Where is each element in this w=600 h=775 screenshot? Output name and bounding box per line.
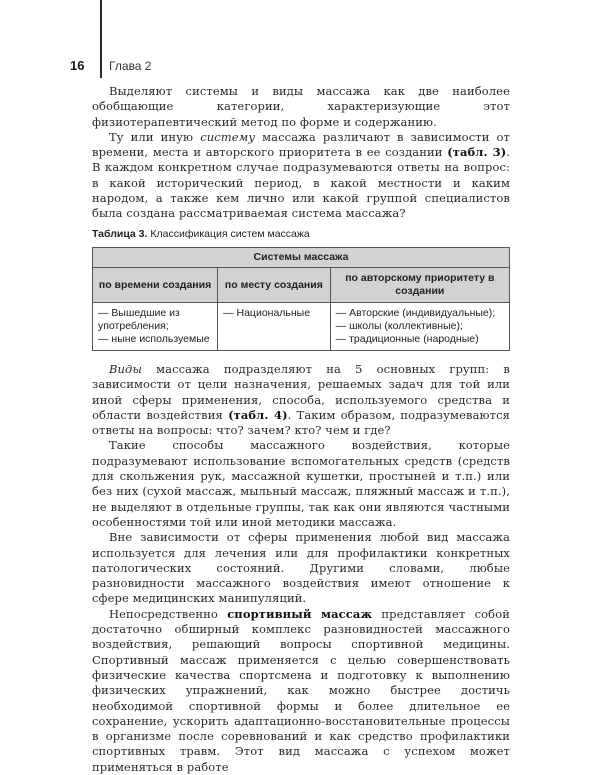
classification-table — [92, 247, 510, 351]
body-text — [92, 362, 510, 775]
table-column-header: по времени создания — [93, 268, 218, 303]
paragraph: Виды массажа подразделяют на 5 основных групп: в зависимости от цели назначения, решаемых задач для той или иной сферы применения, способа, используемого средства и области воздействия (табл. 4). Таким образом, подразумеваются ответы на вопросы: что? зачем? кто? чем и где? — [92, 362, 510, 438]
paragraph: Такие способы массажного воздействия, которые подразумевают использование вспомогательных средств (средств для скольжения рук, массажной кушетки, простыней и т.п.) или без них (сухой массаж, мыльный массаж, пляжный массаж и т.п.), не выделяют в отдельные группы, так как они являются частными особенностями той или иной методики массажа. — [92, 438, 510, 529]
page-number: 16 — [70, 58, 85, 73]
table-cell: — Авторские (индивидуальные); — школы (коллективные); — традиционные (народные) — [330, 303, 509, 351]
paragraph: Вне зависимости от сферы применения любой вид массажа используется для лечения или для профилактики конкретных патологических состояний. Другими словами, любые разновидности массажного воздействия имеют отношение к сфере медицинских манипуляций. — [92, 530, 510, 606]
table-cell: — Вышедшие из употребления; — ныне используемые — [93, 303, 218, 351]
paragraph: Непосредственно спортивный массаж представляет собой достаточно обширный комплекс разновидностей массажного воздействия, решающий вопросы спортивной медицины. Спортивный массаж применяется с целью совершенствовать физические качества спортсмена и подготовку к выполнению физических упражнений, как можно быстрее достичь необходимой спортивной формы и более длительное ее сохранение, ускорить адаптационно-восстановительные процессы в организме после соревнований и как средство профилактики спортивных травм. Этот вид массажа с успехом может применяться в работе — [92, 606, 510, 774]
table-column-header: по авторскому приоритету в создании — [330, 268, 509, 303]
table-column-header: по месту создания — [218, 268, 331, 303]
table-caption: Таблица 3. Классификация систем массажа — [92, 228, 310, 240]
header-rule — [100, 0, 102, 78]
table-main-header: Системы массажа — [93, 248, 510, 268]
intro-text — [92, 84, 510, 222]
table-cell: — Национальные — [218, 303, 331, 351]
chapter-title: Глава 2 — [109, 59, 152, 73]
paragraph: Ту или иную систему массажа различают в зависимости от времени, места и авторского приоритета в ее создании (табл. 3). В каждом конкретном случае подразумеваются ответы на вопрос: в какой исторический период, в какой местности и каким народом, а также кем лично или какой группой специалистов была создана рассматриваемая система массажа? — [92, 129, 510, 221]
paragraph: Выделяют системы и виды массажа как две наиболее обобщающие категории, характеризующие этот физиотерапевтический метод по форме и содержанию. — [92, 84, 510, 129]
